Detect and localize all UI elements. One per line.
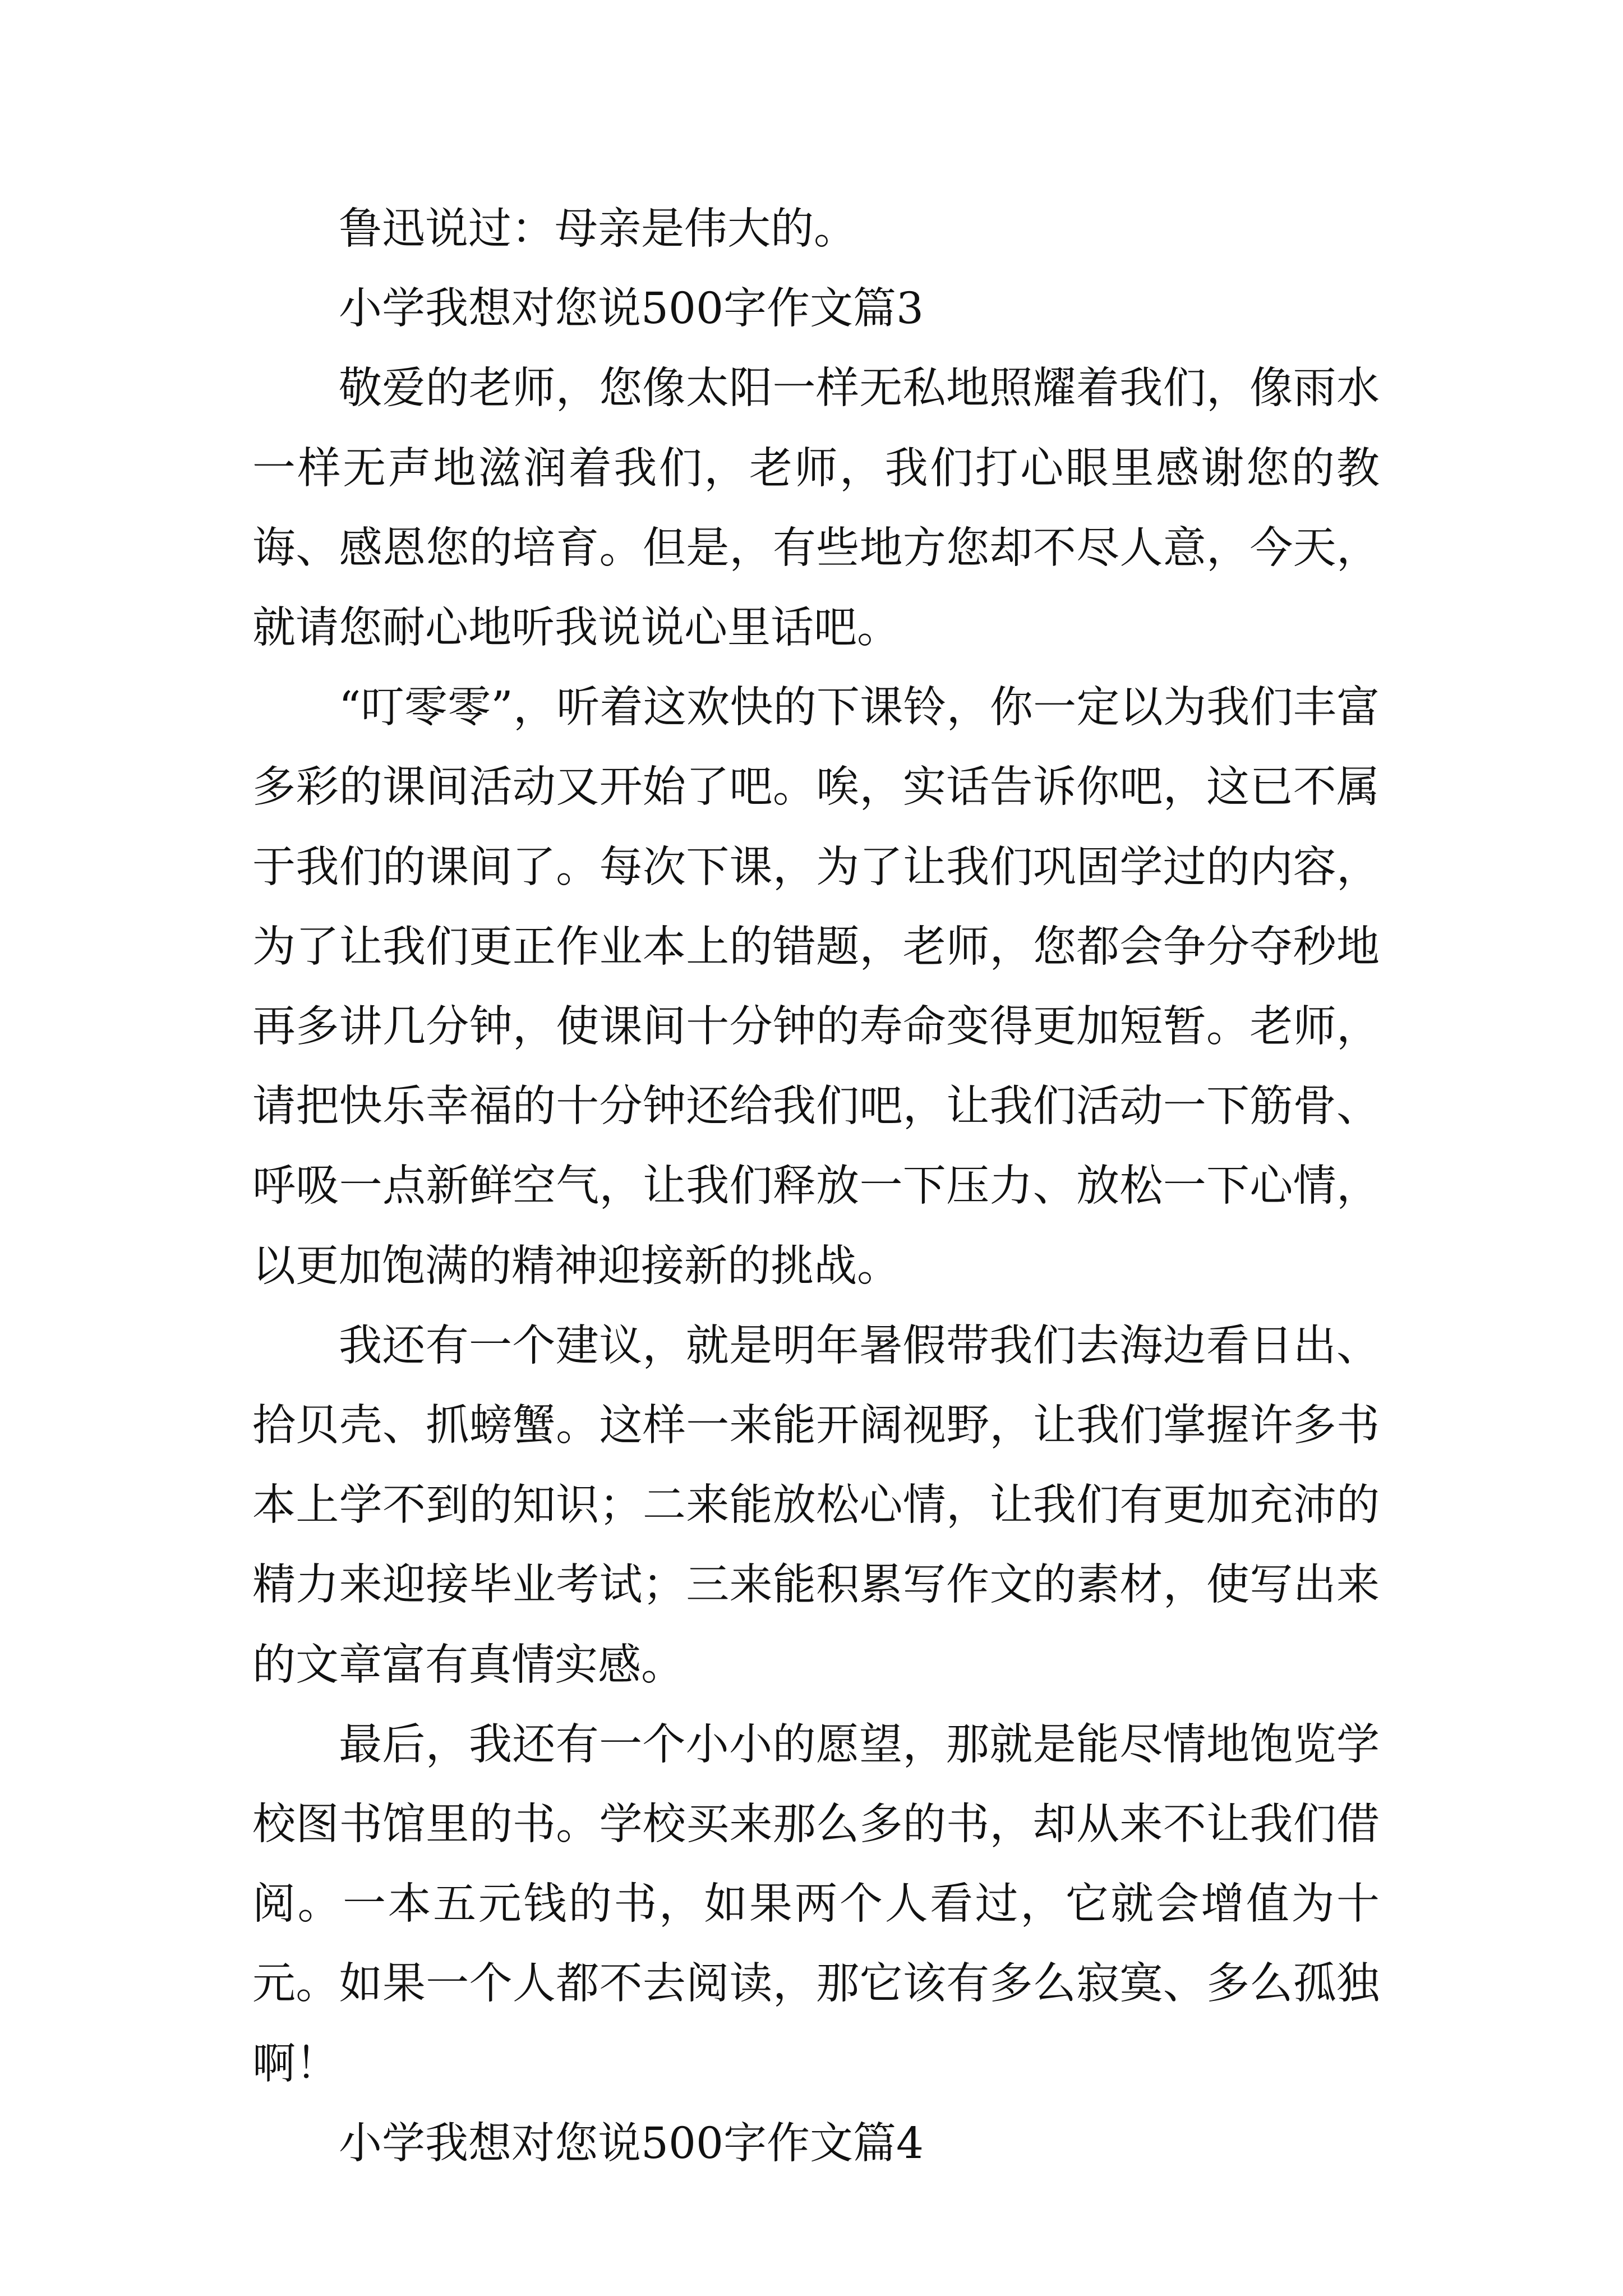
paragraph-recess: “叮零零”，听着这欢快的下课铃，你一定以为我们丰富多彩的课间活动又开始了吧。唉，实话告诉你吧，这已不属于我们的课间了。每次下课，为了让我们巩固学过的内容，为了让我们更正作业本上的错题，老师，您都会争分夺秒地再多讲几分钟，使课间十分钟的寿命变得更加短暂。老师，请把快乐幸福的十分钟还给我们吧，让我们活动一下筋骨、呼吸一点新鲜空气，让我们释放一下压力、放松一下心情，以更加饱满的精神迎接新的挑战。 <box>252 683 1380 1291</box>
document-body <box>252 190 1380 2184</box>
section-heading-part-3: 小学我想对您说500字作文篇3 <box>339 284 924 334</box>
paragraph-intro-quote: 鲁迅说过：母亲是伟大的。 <box>339 204 857 254</box>
section-heading-part-4: 小学我想对您说500字作文篇4 <box>339 2118 924 2169</box>
paragraph-greeting: 敬爱的老师，您像太阳一样无私地照耀着我们，像雨水一样无声地滋润着我们，老师，我们打心眼里感谢您的教诲、感恩您的培育。但是，有些地方您却不尽人意，今天，就请您耐心地听我说说心里话吧。 <box>252 364 1380 654</box>
paragraph-library-wish: 最后，我还有一个小小的愿望，那就是能尽情地饱览学校图书馆里的书。学校买来那么多的书，却从来不让我们借阅。一本五元钱的书，如果两个人看过，它就会增值为十元。如果一个人都不去阅读，那它该有多么寂寞、多么孤独啊！ <box>252 1719 1380 2089</box>
paragraph-suggestion: 我还有一个建议，就是明年暑假带我们去海边看日出、拾贝壳、抓螃蟹。这样一来能开阔视野，让我们掌握许多书本上学不到的知识；二来能放松心情，让我们有更加充沛的精力来迎接毕业考试；三来能积累写作文的素材，使写出来的文章富有真情实感。 <box>252 1320 1380 1690</box>
